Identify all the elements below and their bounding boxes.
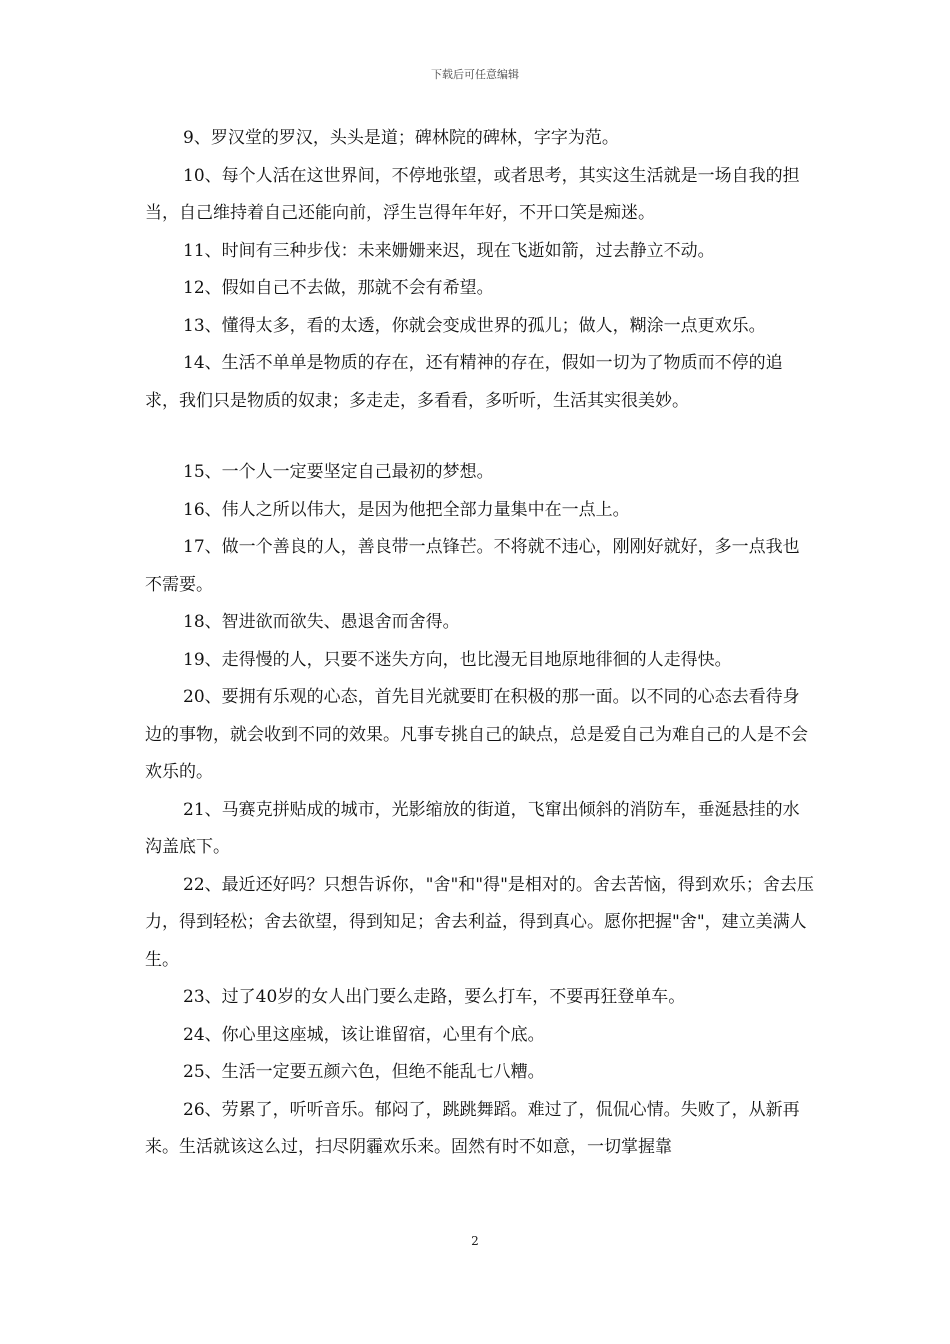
paragraph-gap	[145, 420, 815, 454]
paragraph-10: 10、每个人活在这世界间，不停地张望，或者思考，其实这生活就是一场自我的担当，自己维持着自己还能向前，浮生岂得年年好，不开口笑是痴迷。	[145, 165, 800, 223]
paragraph-25: 25、生活一定要五颜六色，但绝不能乱七八糟。	[183, 1062, 545, 1082]
paragraph-26: 26、劳累了，听听音乐。郁闷了，跳跳舞蹈。难过了，侃侃心情。失败了，从新再来。生活就该这么过，扫尽阴霾欢乐来。固然有时不如意，一切掌握靠	[145, 1099, 800, 1157]
paragraph-20: 20、要拥有乐观的心态，首先目光就要盯在积极的那一面。以不同的心态去看待身边的事物，就会收到不同的效果。凡事专挑自己的缺点，总是爱自己为难自己的人是不会欢乐的。	[145, 687, 808, 782]
page-header: 下载后可任意编辑	[431, 68, 519, 81]
paragraph-18: 18、智进欲而欲失、愚退舍而舍得。	[183, 612, 460, 632]
paragraph-24: 24、你心里这座城，该让谁留宿，心里有个底。	[183, 1024, 545, 1045]
paragraph-12: 12、假如自己不去做，那就不会有希望。	[183, 278, 494, 298]
paragraph-21: 21、马赛克拼贴成的城市，光影缩放的街道，飞窜出倾斜的消防车，垂涎悬挂的水沟盖底下。	[145, 799, 800, 857]
paragraph-16: 16、伟人之所以伟大，是因为他把全部力量集中在一点上。	[183, 499, 630, 520]
paragraph-11: 11、时间有三种步伐：未来姗姗来迟，现在飞逝如箭，过去静立不动。	[183, 240, 715, 261]
document-body	[145, 120, 815, 1167]
paragraph-23: 23、过了40岁的女人出门要么走路，要么打车，不要再狂登单车。	[183, 987, 686, 1007]
paragraph-14: 14、生活不单单是物质的存在，还有精神的存在，假如一切为了物质而不停的追求，我们只是物质的奴隶；多走走，多看看，多听听，生活其实很美妙。	[145, 353, 783, 411]
paragraph-22: 22、最近还好吗？只想告诉你，"舍"和"得"是相对的。舍去苦恼，得到欢乐；舍去压力，得到轻松；舍去欲望，得到知足；舍去利益，得到真心。愿你把握"舍"，建立美满人生。	[145, 874, 814, 970]
paragraph-13: 13、懂得太多，看的太透，你就会变成世界的孤儿；做人，糊涂一点更欢乐。	[183, 315, 766, 336]
paragraph-17: 17、做一个善良的人，善良带一点锋芒。不将就不违心，刚刚好就好，多一点我也不需要。	[145, 537, 800, 595]
paragraph-19: 19、走得慢的人，只要不迷失方向，也比漫无目地原地徘徊的人走得快。	[183, 649, 732, 670]
paragraph-15: 15、一个人一定要坚定自己最初的梦想。	[183, 462, 494, 482]
paragraph-9: 9、罗汉堂的罗汉，头头是道；碑林院的碑林，字字为范。	[183, 128, 619, 148]
page-number: 2	[471, 1234, 479, 1248]
